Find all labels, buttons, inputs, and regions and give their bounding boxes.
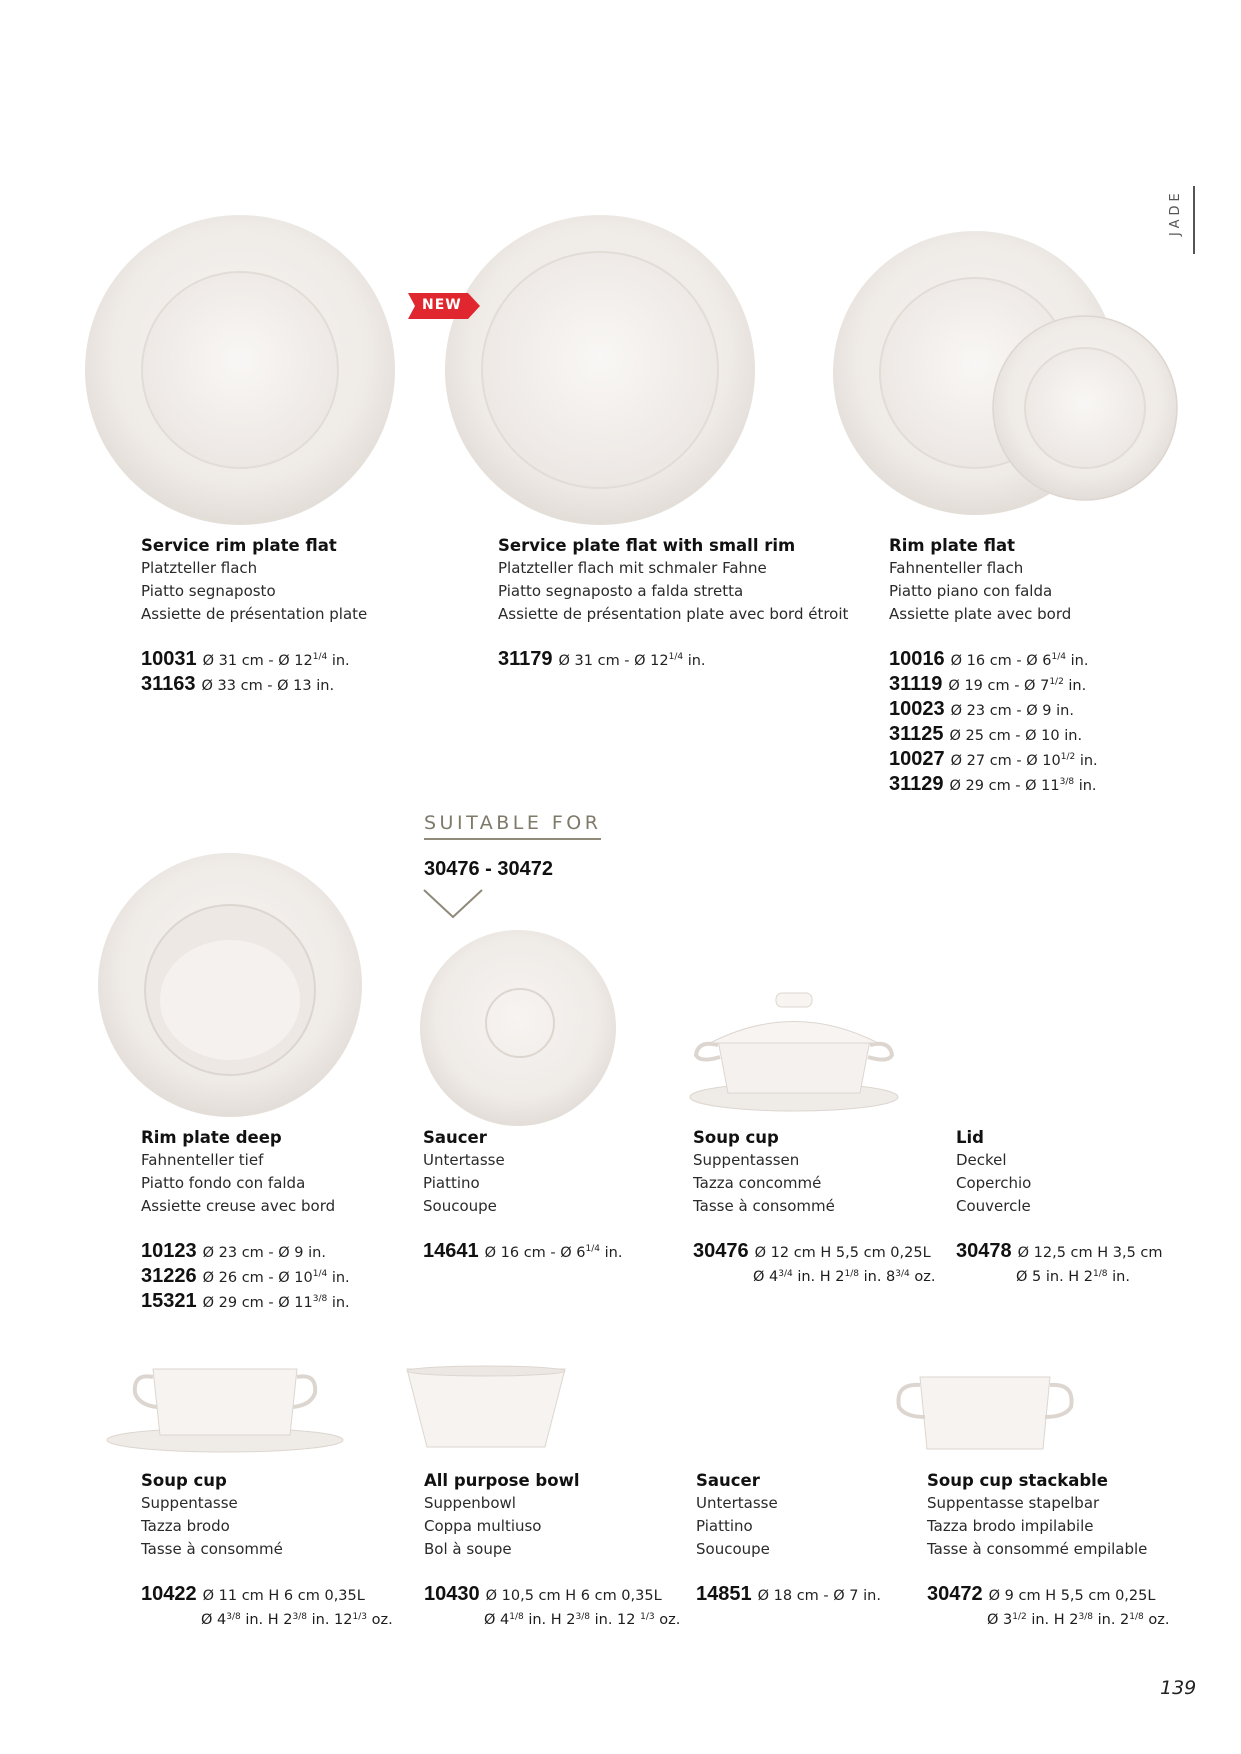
product-name: Soup cup stackable (927, 1471, 1108, 1490)
product-name-de: Untertasse (696, 1494, 778, 1512)
product-name-fr: Assiette de présentation plate avec bord étroit (498, 605, 849, 623)
code-line: 14851 Ø 18 cm - Ø 7 in. (696, 1583, 881, 1605)
product-name-it: Piatto fondo con falda (141, 1174, 306, 1192)
suitable-for-title: SUITABLE FOR (424, 812, 601, 840)
code-line: 31226 Ø 26 cm - Ø $10^{1/4}$ in. (141, 1265, 350, 1287)
product-name-it: Piatto piano con falda (889, 582, 1053, 600)
product-name-it: Piatto segnaposto a falda stretta (498, 582, 744, 600)
product-rim-plate-deep (141, 1126, 350, 1315)
service-plate-small-rim-image (440, 210, 760, 530)
code-line: 10016 Ø 16 cm - Ø $6^{1/4}$ in. (889, 648, 1089, 670)
code-line: 31163 Ø 33 cm - Ø 13 in. (141, 673, 335, 695)
product-name-fr: Assiette de présentation plate (141, 605, 368, 623)
code-line-imperial: Ø $4^{3/4}$ in. H $2^{1/8}$ in. $8^{3/4}$ oz. (753, 1269, 936, 1285)
product-name: Rim plate deep (141, 1128, 282, 1147)
code-line: 15321 Ø 29 cm - Ø $11^{3/8}$ in. (141, 1290, 350, 1312)
product-name-fr: Soucoupe (696, 1540, 770, 1558)
product-name-de: Suppentassen (693, 1151, 800, 1169)
product-name-it: Tazza brodo (141, 1517, 230, 1535)
code-line: 10123 Ø 23 cm - Ø 9 in. (141, 1240, 326, 1262)
product-name: Soup cup (141, 1471, 227, 1490)
code-line-imperial: Ø $3^{1/2}$ in. H $2^{3/8}$ in. $2^{1/8}$ oz. (987, 1612, 1170, 1628)
product-name-it: Tazza brodo impilabile (927, 1517, 1094, 1535)
product-name-de: Suppenbowl (424, 1494, 516, 1512)
product-service-plate-small-rim (498, 534, 848, 673)
product-name-de: Fahnenteller tief (141, 1151, 264, 1169)
product-name: Lid (956, 1128, 984, 1147)
code-line: 31119 Ø 19 cm - Ø $7^{1/2}$ in. (889, 673, 1087, 695)
product-name-it: Piatto segnaposto (141, 582, 276, 600)
service-rim-plate-image (80, 210, 400, 530)
page-number: 139 (1160, 1677, 1197, 1699)
product-soup-cup-30476 (693, 1126, 935, 1288)
code-line: 30478 Ø 12,5 cm H 3,5 cm (956, 1240, 1163, 1262)
product-name-de: Platzteller flach (141, 559, 258, 577)
product-name-it: Piattino (423, 1174, 480, 1192)
product-name: Service rim plate flat (141, 536, 337, 555)
product-name-fr: Assiette plate avec bord (889, 605, 1072, 623)
rim-plate-deep-image (95, 850, 365, 1120)
side-tab-label: JADE (1168, 189, 1183, 236)
product-name-de: Fahnenteller flach (889, 559, 1024, 577)
code-line: 10031 Ø 31 cm - Ø $12^{1/4}$ in. (141, 648, 350, 670)
product-name-de: Platzteller flach mit schmaler Fahne (498, 559, 767, 577)
code-line: 30472 Ø 9 cm H 5,5 cm 0,25L (927, 1583, 1156, 1605)
soup-cup-stackable-image (885, 1375, 1085, 1455)
product-name-fr: Bol à soupe (424, 1540, 512, 1558)
code-line: 30476 Ø 12 cm H 5,5 cm 0,25L (693, 1240, 931, 1262)
code-line: 31179 Ø 31 cm - Ø $12^{1/4}$ in. (498, 648, 706, 670)
soup-cup-with-lid-image (688, 985, 900, 1115)
product-saucer-14851 (696, 1469, 881, 1608)
product-name-fr: Soucoupe (423, 1197, 497, 1215)
product-name: Soup cup (693, 1128, 779, 1147)
new-badge (408, 293, 480, 323)
code-line: 10422 Ø 11 cm H 6 cm 0,35L (141, 1583, 365, 1605)
side-tab-line (1193, 186, 1195, 254)
product-name: Saucer (423, 1128, 487, 1147)
product-name-de: Deckel (956, 1151, 1007, 1169)
code-line: 10023 Ø 23 cm - Ø 9 in. (889, 698, 1074, 720)
product-name-it: Coperchio (956, 1174, 1032, 1192)
product-soup-cup-10422 (141, 1469, 393, 1631)
product-name-fr: Tasse à consommé empilable (927, 1540, 1148, 1558)
code-line: 31125 Ø 25 cm - Ø 10 in. (889, 723, 1083, 745)
product-name-fr: Tasse à consommé (141, 1540, 283, 1558)
new-badge-label: NEW (422, 297, 462, 313)
rim-plate-flat-image (830, 228, 1190, 528)
product-name-de: Untertasse (423, 1151, 505, 1169)
product-name-fr: Assiette creuse avec bord (141, 1197, 336, 1215)
product-all-purpose-bowl (424, 1469, 680, 1631)
product-name-de: Suppentasse (141, 1494, 238, 1512)
code-line: 10430 Ø 10,5 cm H 6 cm 0,35L (424, 1583, 662, 1605)
chevron-down-icon (422, 888, 484, 920)
product-name: Saucer (696, 1471, 760, 1490)
code-line-imperial: Ø $4^{3/8}$ in. H $2^{3/8}$ in. $12^{1/3}$ oz. (201, 1612, 393, 1628)
code-line: 14641 Ø 16 cm - Ø $6^{1/4}$ in. (423, 1240, 623, 1262)
product-name: Service plate flat with small rim (498, 536, 796, 555)
product-name-it: Tazza concommé (693, 1174, 822, 1192)
product-name-de: Suppentasse stapelbar (927, 1494, 1100, 1512)
product-name-fr: Tasse à consommé (693, 1197, 835, 1215)
product-rim-plate-flat (889, 534, 1098, 798)
code-line-imperial: Ø $4^{1/8}$ in. H $2^{3/8}$ in. 12 $^{1/3}$ oz. (484, 1612, 681, 1628)
product-service-rim-plate-flat (141, 534, 367, 698)
all-purpose-bowl-image (405, 1365, 567, 1455)
product-soup-cup-stackable (927, 1469, 1169, 1631)
product-saucer-14641 (423, 1126, 622, 1265)
code-line-imperial: Ø 5 in. H $2^{1/8}$ in. (1016, 1269, 1130, 1285)
product-lid-30478 (956, 1126, 1163, 1288)
product-name: Rim plate flat (889, 536, 1015, 555)
code-line: 31129 Ø 29 cm - Ø $11^{3/8}$ in. (889, 773, 1097, 795)
product-name-fr: Couvercle (956, 1197, 1031, 1215)
saucer-image (418, 928, 618, 1128)
product-name-it: Coppa multiuso (424, 1517, 542, 1535)
code-line: 10027 Ø 27 cm - Ø $10^{1/2}$ in. (889, 748, 1098, 770)
soup-cup-image (105, 1365, 345, 1455)
product-name: All purpose bowl (424, 1471, 580, 1490)
product-name-it: Piattino (696, 1517, 753, 1535)
suitable-for-codes: 30476 - 30472 (424, 858, 554, 880)
